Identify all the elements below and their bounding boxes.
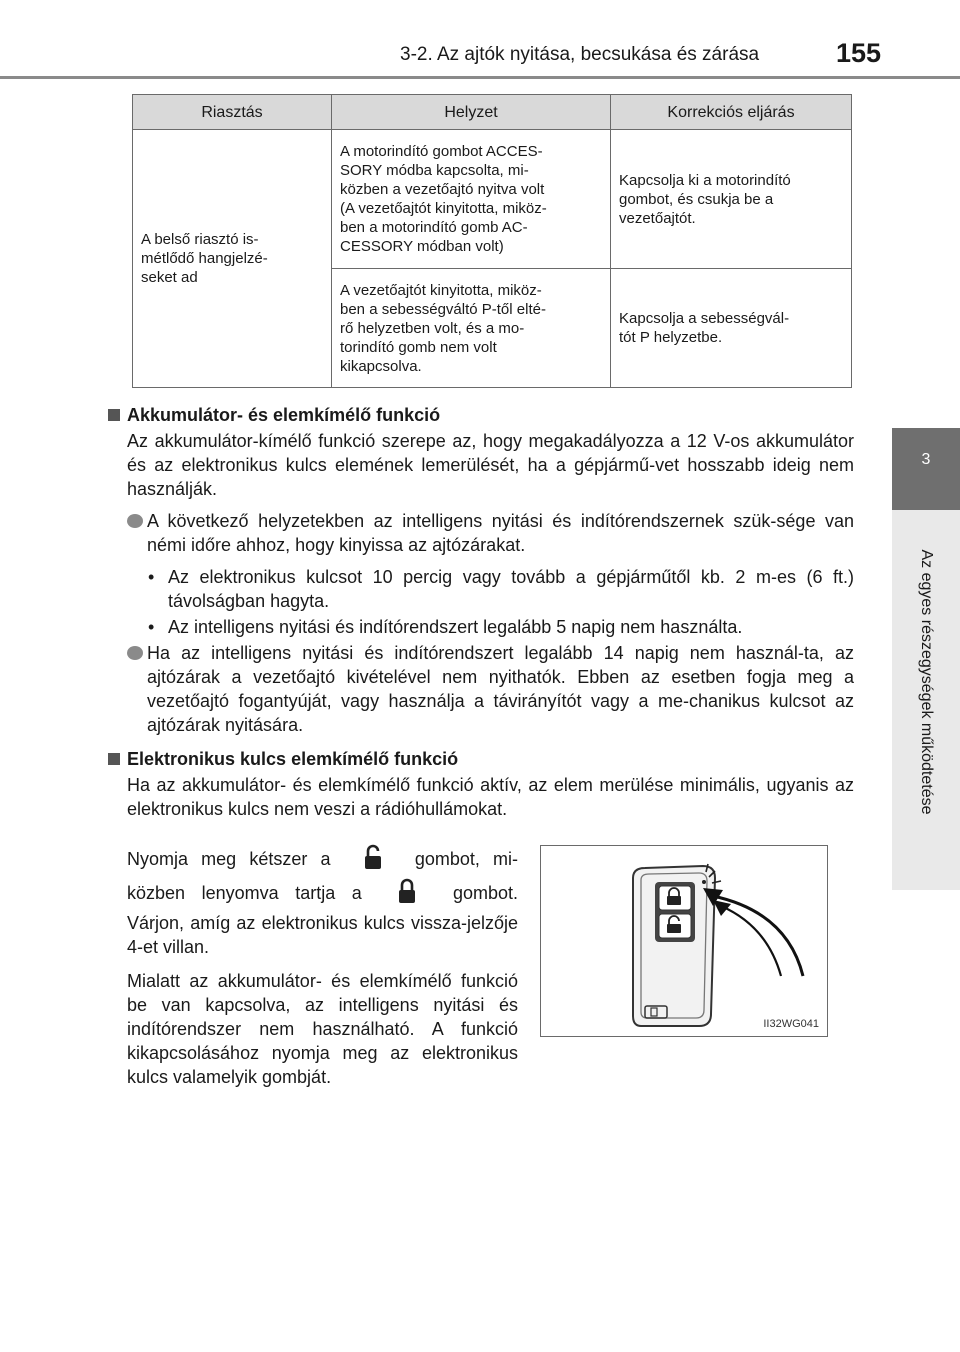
alarm-text: A belső riasztó is- métlődő hangjelzé- seket ad (141, 231, 268, 286)
circle-bullet-icon (127, 514, 143, 528)
correction-cell (611, 130, 852, 269)
header-rule (0, 76, 960, 79)
circle-bullet-icon (127, 646, 143, 660)
spacer (108, 737, 854, 747)
table-header-row (133, 95, 852, 130)
alarm-cell (133, 130, 332, 388)
figure-code: II32WG041 (763, 1018, 819, 1030)
section-intro: Az akkumulátor-kímélő funkció szerepe az, hogy megakadályozza a 12 V-os akkumulátor és az elektronikus kulcs elemének lemerülését, ha a gépjármű-vet hosszabb ideig nem használják. (127, 431, 854, 499)
instruction-paragraph: Mialatt az akkumulátor- és elemkímélő funkció be van kapcsolva, az intelligens nyitási és indítórendszer nem használható. A funkció kikapcsolásához nyomja meg az elektronikus kulcs valamelyik gombját. (127, 971, 518, 1087)
sub-bullet-mark: • (148, 617, 155, 637)
table-header-alarm: Riasztás (133, 95, 332, 130)
section-intro: Ha az akkumulátor- és elemkímélő funkció aktív, az elem merülése minimális, ugyanis az elektronikus kulcs nem veszi a rádióhullámokat. (127, 775, 854, 819)
square-bullet-icon (108, 409, 120, 421)
list-item-text: A következő helyzetekben az intelligens nyitási és indítórendszernek szük-sége van némi időre ahhoz, hogy kinyissa az ajtózárakat. (147, 511, 854, 555)
section-heading-text: Elektronikus kulcs elemkímélő funkció (127, 749, 459, 769)
situation-cell (332, 269, 611, 388)
sub-list-item (148, 615, 854, 639)
correction-text: Kapcsolja a sebességvál- tót P helyzetbe. (619, 310, 790, 346)
unlock-icon (362, 843, 384, 877)
situation-text: A vezetőajtót kinyitotta, miköz- ben a sebességváltó P-től elté- rő helyzetben volt, és a mo- torindító gomb nem volt kikapcsolva. (340, 281, 546, 375)
instruction-part: gombot. Várjon, amíg az elektronikus kulcs vissza-jelzője 4-et villan. (127, 882, 518, 957)
side-tab-number: 3 (892, 428, 960, 510)
key-fob-icon (541, 846, 827, 1036)
situation-text: A motorindító gombot ACCES- SORY módba kapcsolta, mi- közben a vezetőajtó nyitva volt (A vezetőajtót kinyitotta, miköz- ben a motorindító gomb AC- CESSORY módban volt) (340, 143, 547, 255)
section-heading-text: Akkumulátor- és elemkímélő funkció (127, 405, 441, 425)
header-title: 3-2. Az ajtók nyitása, becsukása és zárása (400, 44, 760, 65)
electronic-key-illustration (540, 845, 828, 1037)
instruction-paragraph (127, 843, 518, 959)
side-tab-title: Az egyes részegységek működtetése (918, 549, 935, 815)
list-item (127, 641, 854, 737)
page-number: 155 (836, 38, 882, 68)
sub-list-item-text: Az intelligens nyitási és indítórendszert legalább 5 napig nem használta. (168, 617, 743, 637)
instruction-part: Nyomja meg kétszer a (127, 848, 331, 869)
section-heading (108, 403, 854, 427)
list-item (127, 509, 854, 557)
table-header-situation: Helyzet (332, 95, 611, 130)
correction-cell (611, 269, 852, 388)
sub-list-item-text: Az elektronikus kulcsot 10 percig vagy tovább a gépjárműtől kb. 2 m-es (6 ft.) távolságban hagyta. (168, 567, 854, 611)
instruction-part: gombot, mi-közben lenyomva tartja a (127, 848, 518, 903)
table-row (133, 130, 852, 269)
situation-cell (332, 130, 611, 269)
table-header-correction: Korrekciós eljárás (611, 95, 852, 130)
list-item-text: Ha az intelligens nyitási és indítórendszert legalább 14 napig nem használ-ta, az ajtózárak a vezetőajtó kivételével nem nyithatók. Ebben az esetben fogja meg a vezetőajtó fogantyúját, vagy használja a távirányítót vagy a me-chanikus kulcsot az ajtózárak nyitására. (147, 643, 854, 735)
sub-list-item (148, 565, 854, 613)
correction-text: Kapcsolja ki a motorindító gombot, és csukja be a vezetőajtót. (619, 171, 791, 227)
sub-bullet-mark: • (148, 567, 155, 587)
instruction-text (127, 843, 518, 1099)
lock-icon (396, 877, 418, 911)
section-heading (108, 747, 854, 771)
alarm-table (132, 94, 852, 388)
square-bullet-icon (108, 753, 120, 765)
main-content (108, 403, 854, 821)
